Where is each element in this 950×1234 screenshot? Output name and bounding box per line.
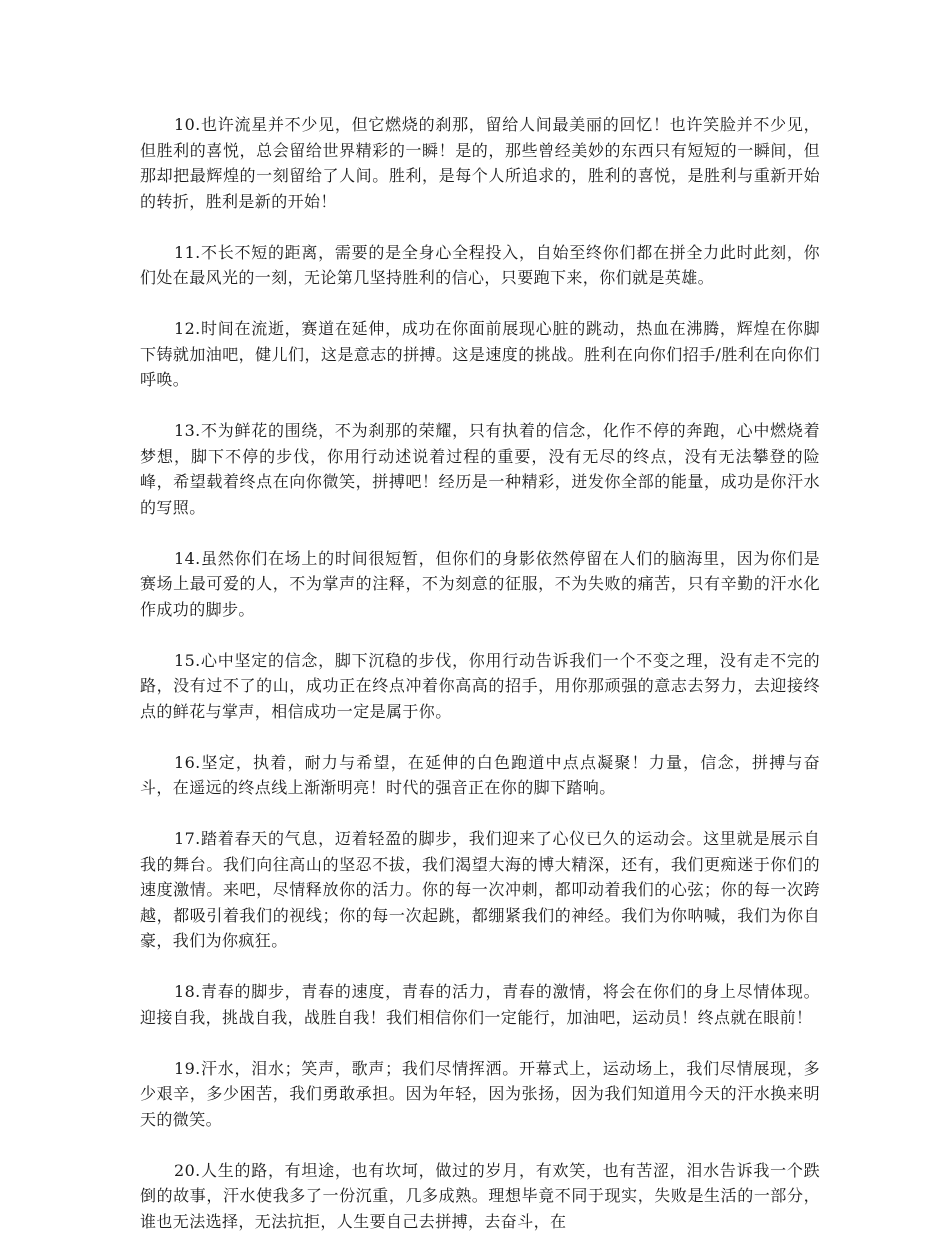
- paragraph-13: 13.不为鲜花的围绕，不为刹那的荣耀，只有执着的信念，化作不停的奔跑，心中燃烧着梦想，脚下不停的步伐，你用行动述说着过程的重要，没有无尽的终点，没有无法攀登的险峰，希望载着终点在向你微笑，拼搏吧！经历是一种精彩，迸发你全部的能量，成功是你汗水的写照。: [140, 418, 820, 520]
- paragraph-19: 19.汗水，泪水；笑声，歌声；我们尽情挥洒。开幕式上，运动场上，我们尽情展现，多少艰辛，多少困苦，我们勇敢承担。因为年轻，因为张扬，因为我们知道用今天的汗水换来明天的微笑。: [140, 1056, 820, 1133]
- paragraph-12: 12.时间在流逝，赛道在延伸，成功在你面前展现心脏的跳动，热血在沸腾，辉煌在你脚下铸就加油吧，健儿们，这是意志的拼搏。这是速度的挑战。胜利在向你们招手/胜利在向你们呼唤。: [140, 316, 820, 393]
- paragraph-14: 14.虽然你们在场上的时间很短暂，但你们的身影依然停留在人们的脑海里，因为你们是赛场上最可爱的人，不为掌声的注释，不为刻意的征服，不为失败的痛苦，只有辛勤的汗水化作成功的脚步。: [140, 546, 820, 623]
- paragraph-15: 15.心中坚定的信念，脚下沉稳的步伐，你用行动告诉我们一个不变之理，没有走不完的路，没有过不了的山，成功正在终点冲着你高高的招手，用你那顽强的意志去努力，去迎接终点的鲜花与掌声，相信成功一定是属于你。: [140, 648, 820, 725]
- paragraph-10: 10.也许流星并不少见，但它燃烧的刹那，留给人间最美丽的回忆！也许笑脸并不少见，但胜利的喜悦，总会留给世界精彩的一瞬！是的，那些曾经美妙的东西只有短短的一瞬间，但那却把最辉煌的一刻留给了人间。胜利，是每个人所追求的，胜利的喜悦，是胜利与重新开始的转折，胜利是新的开始！: [140, 112, 820, 214]
- paragraph-17: 17.踏着春天的气息，迈着轻盈的脚步，我们迎来了心仪已久的运动会。这里就是展示自我的舞台。我们向往高山的坚忍不拔，我们渴望大海的博大精深，还有，我们更痴迷于你们的速度激情。来吧，尽情释放你的活力。你的每一次冲刺，都叩动着我们的心弦；你的每一次跨越，都吸引着我们的视线；你的每一次起跳，都绷紧我们的神经。我们为你呐喊，我们为你自豪，我们为你疯狂。: [140, 826, 820, 954]
- paragraph-16: 16.坚定，执着，耐力与希望，在延伸的白色跑道中点点凝聚！力量，信念，拼搏与奋斗，在遥远的终点线上渐渐明亮！时代的强音正在你的脚下踏响。: [140, 750, 820, 801]
- document-page: [140, 112, 820, 1234]
- paragraph-20: 20.人生的路，有坦途，也有坎坷，做过的岁月，有欢笑，也有苦涩，泪水告诉我一个跌倒的故事，汗水使我多了一份沉重，几多成熟。理想毕竟不同于现实，失败是生活的一部分，谁也无法选择，无法抗拒，人生要自己去拼搏，去奋斗，在: [140, 1158, 820, 1234]
- paragraph-18: 18.青春的脚步，青春的速度，青春的活力，青春的激情，将会在你们的身上尽情体现。迎接自我，挑战自我，战胜自我！我们相信你们一定能行，加油吧，运动员！终点就在眼前！: [140, 979, 820, 1030]
- paragraph-11: 11.不长不短的距离，需要的是全身心全程投入，自始至终你们都在拼全力此时此刻，你们处在最风光的一刻，无论第几坚持胜利的信心，只要跑下来，你们就是英雄。: [140, 240, 820, 291]
